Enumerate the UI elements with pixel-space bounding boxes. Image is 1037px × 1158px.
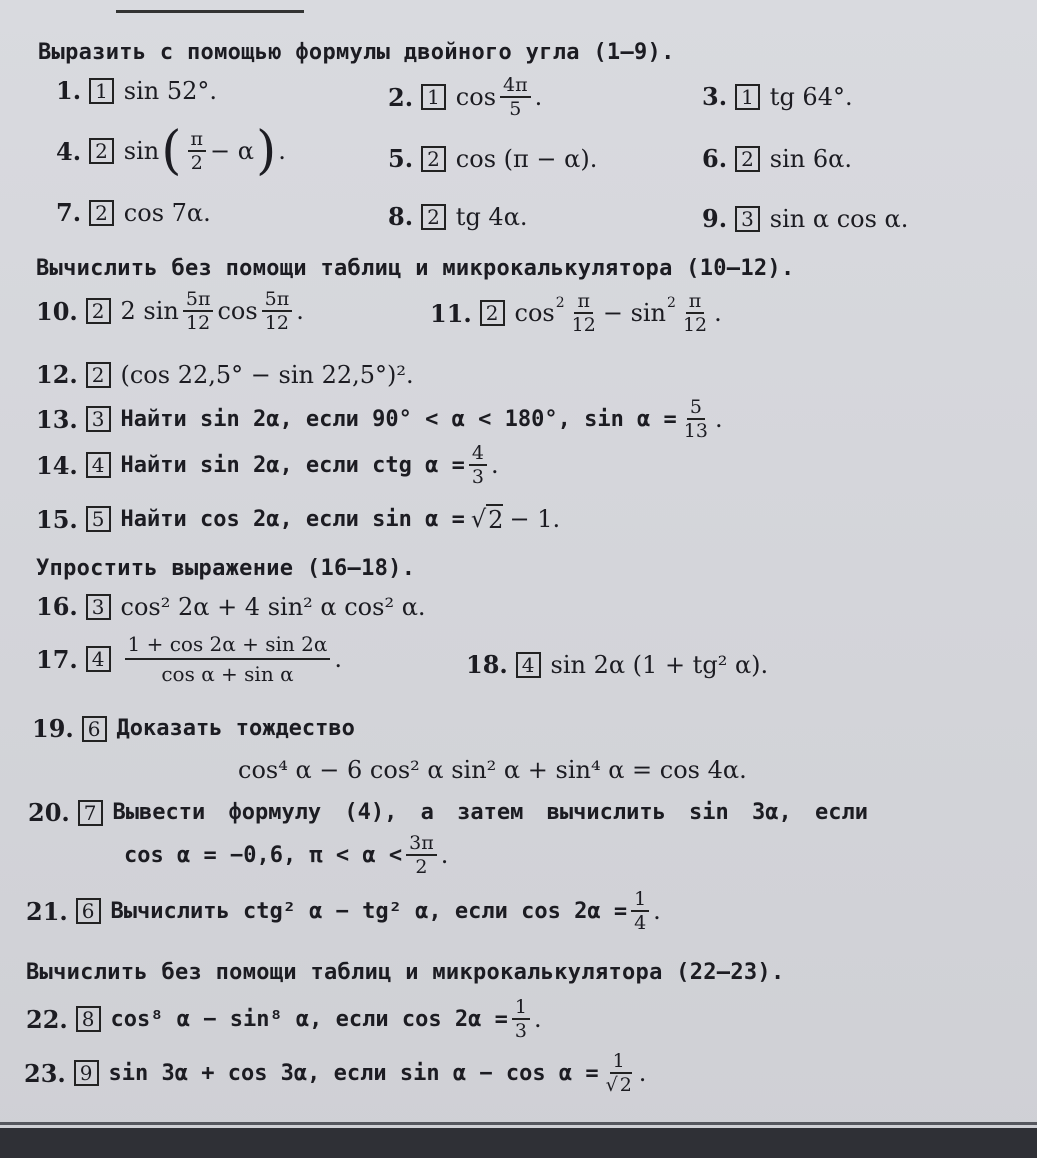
problem-text: cos⁸ α − sin⁸ α, если cos 2α = [110, 1006, 508, 1032]
difficulty-badge: 2 [89, 200, 114, 226]
denominator: 2 [190, 152, 203, 174]
expression-part: . [490, 451, 499, 479]
denominator: 4 [634, 912, 647, 934]
identity-line: cos⁴ α − 6 cos² α sin² α + sin⁴ α = cos 4α. [238, 756, 747, 784]
sqrt-sign: √ [605, 1074, 618, 1096]
problem-15 [36, 504, 560, 534]
problem-text: Найти sin 2α, если 90° < α < 180°, sin α = [120, 406, 677, 432]
page-bottom-edge [0, 1128, 1037, 1158]
fraction [183, 288, 214, 334]
expression-part: . [714, 299, 722, 327]
difficulty-badge: 2 [735, 146, 760, 172]
problem-14 [36, 442, 499, 488]
fraction [680, 290, 710, 336]
problem-number: 19. [32, 714, 74, 743]
problem-number: 15. [36, 504, 78, 534]
problem-expression: sin 52°. [123, 76, 218, 105]
problem-20 [28, 798, 868, 827]
problem-text: Доказать тождество [116, 716, 355, 741]
denominator: 2 [415, 856, 428, 878]
numerator: 5π [183, 288, 214, 312]
expression-part: 2 sin [120, 297, 179, 325]
difficulty-badge: 4 [86, 646, 111, 672]
expression-part: cos [514, 299, 555, 327]
problem-number: 8. [388, 202, 414, 231]
problem-number: 5. [388, 144, 414, 173]
numerator: π [574, 290, 593, 314]
problem-number: 9. [702, 204, 728, 233]
fraction [262, 288, 293, 334]
expression-part: . [334, 645, 343, 673]
denominator [603, 1074, 635, 1096]
problem-text: Вывести формулу (4), а затем вычислить sin 3α, если [112, 800, 869, 825]
problem-2 [388, 74, 542, 120]
numerator: 1 + cos 2α + sin 2α [125, 630, 331, 660]
problem-number: 22. [26, 1004, 68, 1034]
problem-expression: cos (π − α). [455, 144, 598, 173]
difficulty-badge: 1 [735, 84, 760, 110]
fraction [500, 74, 531, 120]
problem-text: Найти sin 2α, если ctg α = [120, 452, 465, 478]
denominator: 12 [186, 312, 211, 334]
numerator: 5 [687, 396, 705, 420]
problem-text: Вычислить ctg² α − tg² α, если cos 2α = [110, 898, 628, 924]
denominator: 5 [509, 98, 522, 120]
section-heading-1: Выразить с помощью формулы двойного угла (1—9). [38, 40, 675, 65]
problem-text: cos α = −0,6, π < α < [124, 842, 403, 868]
difficulty-badge: 2 [89, 138, 114, 164]
problem-22 [26, 996, 542, 1042]
problem-expression: (cos 22,5° − sin 22,5°)². [120, 360, 414, 389]
numerator: π [686, 290, 705, 314]
expression-part: . [278, 137, 286, 165]
exponent: 2 [555, 295, 565, 311]
problem-18 [466, 650, 768, 679]
problem-number: 11. [430, 298, 472, 328]
problem-20-condition [124, 832, 448, 878]
problem-4 [56, 121, 286, 181]
fraction [512, 996, 530, 1042]
difficulty-badge: 8 [76, 1006, 101, 1032]
difficulty-badge: 2 [421, 146, 446, 172]
fraction [469, 442, 487, 488]
radicand: 2 [488, 506, 504, 534]
problem-number: 13. [36, 404, 78, 434]
problem-number: 21. [26, 896, 68, 926]
problem-11 [430, 290, 722, 336]
problem-17 [36, 630, 342, 688]
problem-3 [702, 82, 853, 111]
difficulty-badge: 2 [421, 204, 446, 230]
expression-part: − sin [602, 299, 667, 327]
difficulty-badge: 6 [76, 898, 101, 924]
problem-19 [32, 714, 355, 743]
problem-expression: tg 4α. [455, 202, 528, 231]
expression-part: cos [455, 83, 497, 111]
difficulty-badge: 6 [82, 716, 107, 742]
problem-number: 23. [24, 1058, 66, 1088]
problem-number: 20. [28, 798, 70, 827]
denominator: 12 [682, 314, 708, 336]
problem-7 [56, 198, 211, 227]
expression-part: − α [210, 137, 254, 165]
difficulty-badge: 2 [86, 298, 111, 324]
difficulty-badge: 4 [86, 452, 111, 478]
problem-expression: sin α cos α. [769, 204, 909, 233]
difficulty-badge: 2 [480, 300, 505, 326]
problem-9 [702, 204, 908, 233]
difficulty-badge: 2 [86, 362, 111, 388]
numerator: 1 [631, 888, 649, 912]
section-heading-4: Вычислить без помощи таблиц и микрокалькулятора (22—23). [26, 960, 785, 985]
problem-number: 2. [388, 82, 414, 112]
expression-part: . [296, 297, 304, 325]
difficulty-badge: 3 [86, 406, 111, 432]
problem-number: 18. [466, 650, 508, 679]
expression-part: . [714, 405, 723, 433]
expression-part: cos [217, 297, 258, 325]
problem-number: 6. [702, 144, 728, 173]
difficulty-badge: 3 [86, 594, 111, 620]
fraction [406, 832, 437, 878]
fraction [681, 396, 711, 442]
expression-part: . [534, 83, 543, 111]
fraction [603, 1050, 635, 1096]
problem-5 [388, 144, 597, 173]
difficulty-badge: 9 [74, 1060, 99, 1086]
numerator: 1 [512, 996, 530, 1020]
problem-number: 7. [56, 198, 82, 227]
numerator: 3π [406, 832, 437, 856]
denominator: 12 [264, 312, 290, 334]
denominator: 3 [514, 1020, 527, 1042]
problem-number: 16. [36, 592, 78, 621]
problem-number: 10. [36, 296, 78, 326]
expression-part: . [533, 1005, 542, 1033]
problem-13 [36, 396, 723, 442]
problem-10 [36, 288, 304, 334]
problem-23 [24, 1050, 646, 1096]
exponent: 2 [667, 295, 676, 311]
fraction [188, 128, 207, 174]
top-rule [116, 10, 304, 13]
fraction [125, 630, 331, 688]
numerator: 4π [500, 74, 531, 98]
problem-number: 3. [702, 82, 728, 111]
problem-1 [56, 76, 217, 105]
numerator: 4 [469, 442, 487, 466]
difficulty-badge: 5 [86, 506, 111, 532]
numerator: 1 [610, 1050, 628, 1074]
fraction [631, 888, 649, 934]
denominator: 12 [571, 314, 596, 336]
problem-number: 4. [56, 136, 82, 166]
difficulty-badge: 7 [78, 800, 103, 826]
problem-6 [702, 144, 852, 173]
denominator: 13 [683, 420, 708, 442]
difficulty-badge: 3 [735, 206, 760, 232]
expression-part: − 1. [509, 505, 561, 533]
fraction [569, 290, 599, 336]
problem-16 [36, 592, 426, 621]
problem-text: sin 3α + cos 3α, если sin α − cos α = [108, 1060, 599, 1086]
denominator: cos α + sin α [161, 662, 294, 686]
problem-expression: sin 6α. [769, 144, 852, 173]
problem-text: Найти cos 2α, если sin α = [120, 506, 465, 532]
section-heading-2: Вычислить без помощи таблиц и микрокалькулятора (10—12). [36, 256, 795, 281]
expression-part: . [440, 841, 449, 869]
radicand: 2 [619, 1074, 632, 1096]
problem-12 [36, 360, 414, 389]
expression-part: sin [123, 137, 160, 165]
problem-8 [388, 202, 528, 231]
problem-number: 14. [36, 450, 78, 480]
denominator: 3 [471, 466, 484, 488]
problem-number: 1. [56, 76, 82, 105]
section-heading-3: Упростить выражение (16—18). [36, 556, 416, 581]
problem-expression: cos² 2α + 4 sin² α cos² α. [120, 592, 426, 621]
expression-part: . [638, 1059, 647, 1087]
problem-number: 17. [36, 644, 78, 674]
problem-number: 12. [36, 360, 78, 389]
difficulty-badge: 1 [421, 84, 446, 110]
expression-part: . [653, 897, 661, 925]
numerator: 5π [262, 288, 293, 312]
problem-21 [26, 888, 661, 934]
right-paren: ) [256, 121, 277, 181]
problem-expression: sin 2α (1 + tg² α). [550, 650, 769, 679]
difficulty-badge: 4 [516, 652, 541, 678]
problem-expression: tg 64°. [769, 82, 853, 111]
sqrt-sign: √ [470, 505, 487, 533]
left-paren: ( [161, 121, 182, 181]
problem-expression: cos 7α. [123, 198, 211, 227]
numerator: π [188, 128, 207, 152]
difficulty-badge: 1 [89, 78, 114, 104]
